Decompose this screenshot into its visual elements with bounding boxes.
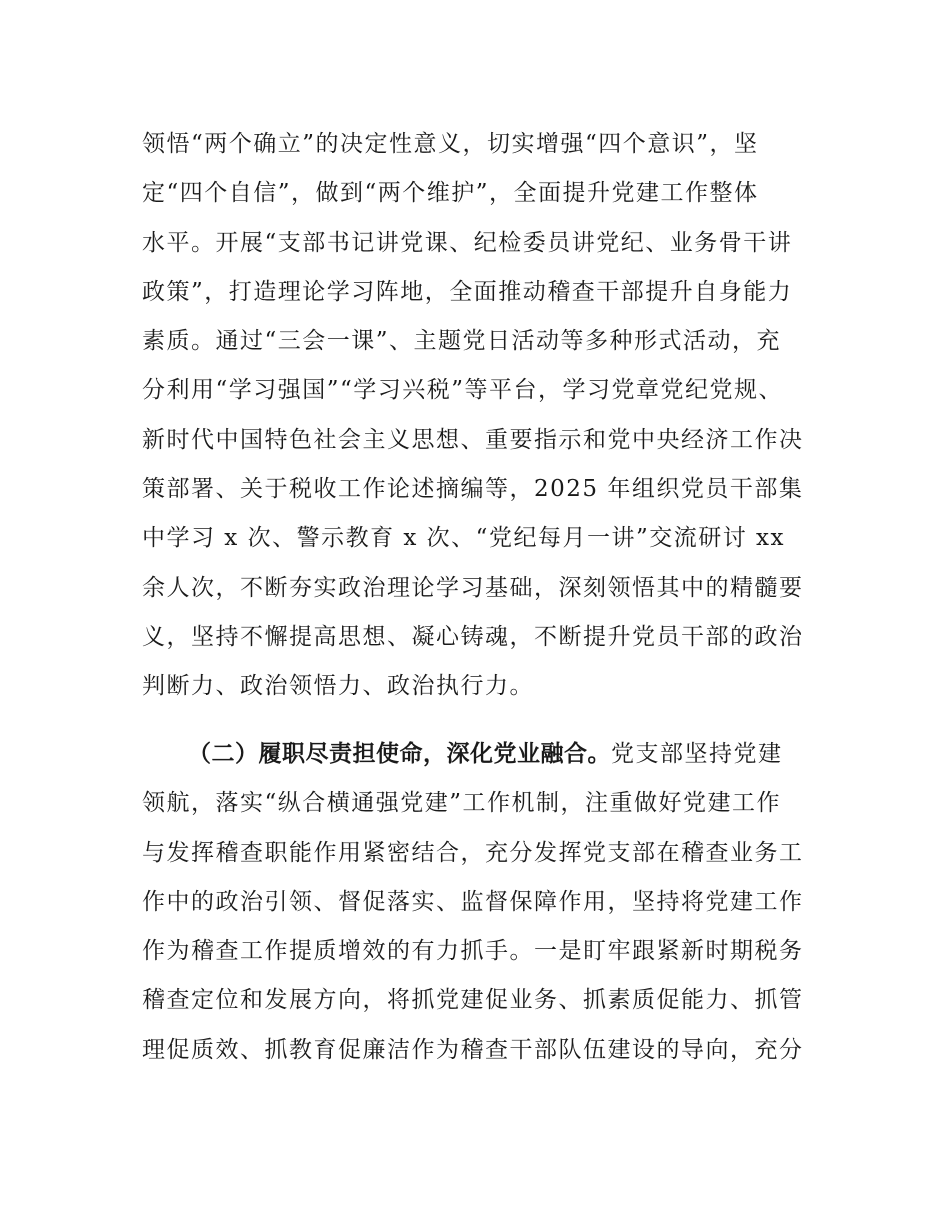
paragraph-party-study [142,120,842,712]
paragraph-line: 作中的政治引领、督促落实、监督保障作用，坚持将党建工作 [142,888,804,915]
paragraph-line: 定“四个自信”，做到“两个维护”，全面提升党建工作整体 [142,180,759,207]
paragraph-line: 中学习 x 次、警示教育 x 次、“党纪每月一讲”交流研讨 xx [142,525,785,552]
paragraph-line: 作为稽查工作提质增效的有力抓手。一是盯牢跟紧新时期税务 [142,938,804,965]
paragraph-line: 政策”，打造理论学习阵地，全面推动稽查干部提升自身能力 [142,278,793,305]
section-heading: （二）履职尽责担使命，深化党业融合。 [188,741,611,767]
paragraph-line-continuation: 党支部坚持党建 [611,741,783,767]
paragraph-line: 理促质效、抓教育促廉洁作为稽查干部队伍建设的导向，充分 [142,1036,804,1063]
paragraph-line: 分利用“学习强国”“学习兴税”等平台，学习党章党纪党规、 [142,377,784,404]
paragraph-line: 稽查定位和发展方向，将抓党建促业务、抓素质促能力、抓管 [142,987,804,1014]
paragraph-line: 判断力、政治领悟力、政治执行力。 [142,673,534,700]
paragraph-line: 新时代中国特色社会主义思想、重要指示和党中央经济工作决 [142,426,804,453]
paragraph-line: 与发挥稽查职能作用紧密结合，充分发挥党支部在稽查业务工 [142,839,804,866]
paragraph-line: 义，坚持不懈提高思想、凝心铸魂，不断提升党员干部的政治 [142,623,804,650]
paragraph-line: 水平。开展“支部书记讲党课、纪检委员讲党纪、业务骨干讲 [142,229,793,256]
paragraph-duty-integration [142,730,842,1075]
paragraph-line: 余人次，不断夯实政治理论学习基础，深刻领悟其中的精髓要 [142,574,804,601]
paragraph-line: 策部署、关于税收工作论述摘编等，2025 年组织党员干部集 [142,476,804,503]
paragraph-line: 素质。通过“三会一课”、主题党日活动等多种形式活动，充 [142,328,782,355]
paragraph-line: 领悟“两个确立”的决定性意义，切实增强“四个意识”，坚 [142,131,759,157]
paragraph-line: 领航，落实“纵合横通强党建”工作机制，注重做好党建工作 [142,790,782,817]
paragraph-first-line [142,730,842,779]
